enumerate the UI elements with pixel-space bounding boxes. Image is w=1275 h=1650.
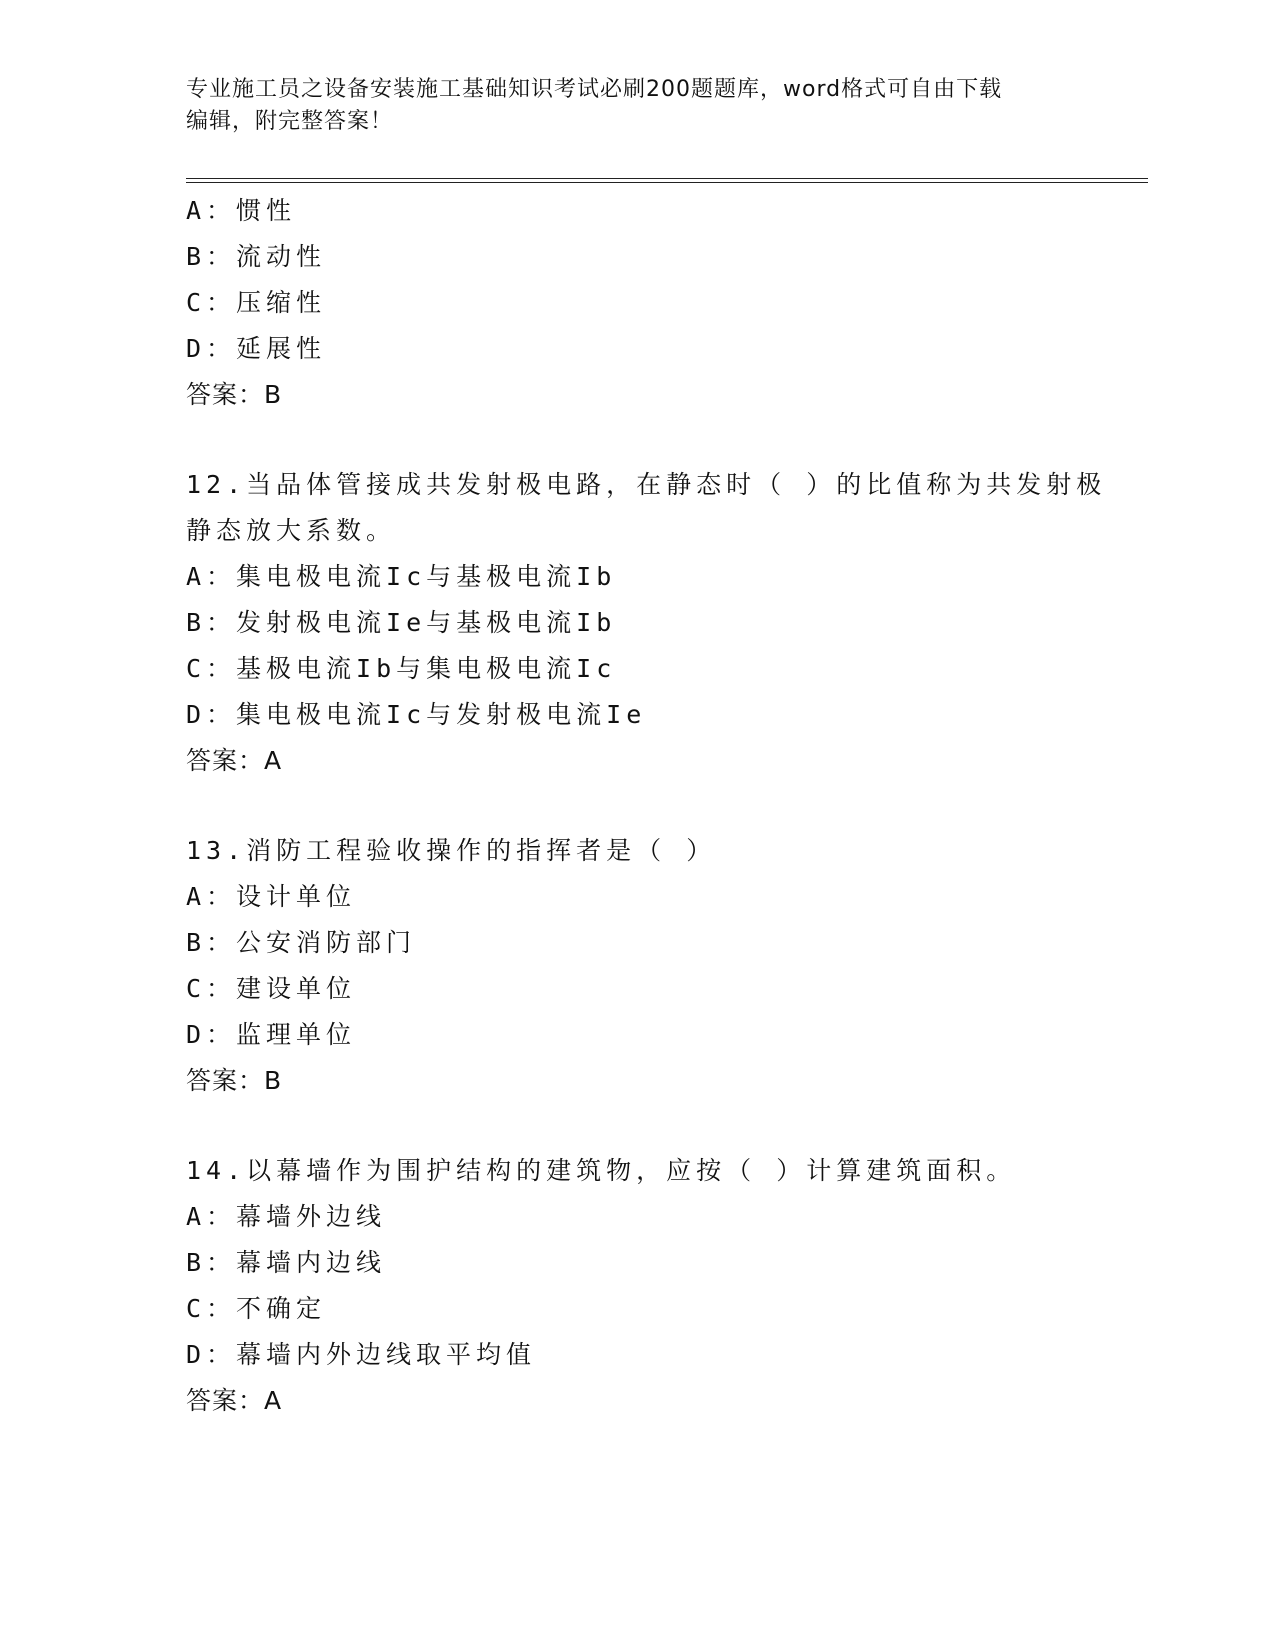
answer: 答案：B — [186, 1066, 283, 1095]
option-a: A：惯性 — [186, 196, 297, 225]
option-d: D：监理单位 — [186, 1020, 357, 1049]
header-divider — [186, 178, 1148, 183]
option-b: B：流动性 — [186, 242, 327, 271]
option-d: D：集电极电流Ic与发射极电流Ie — [186, 700, 647, 729]
spacer — [186, 1104, 1086, 1148]
answer: 答案：A — [186, 1386, 283, 1415]
option-c: C：压缩性 — [186, 288, 327, 317]
option-b: B：幕墙内边线 — [186, 1248, 387, 1277]
answer: 答案：A — [186, 746, 283, 775]
option-b: B：发射极电流Ie与基极电流Ib — [186, 608, 617, 637]
question-list — [186, 188, 1107, 1424]
option-a: A：设计单位 — [186, 882, 357, 911]
question-text-line1: 12.当品体管接成共发射极电路，在静态时（ ）的比值称为共发射极 — [186, 470, 1107, 499]
question-text-line2: 静态放大系数。 — [186, 516, 397, 545]
spacer — [186, 418, 1086, 462]
option-a: A：幕墙外边线 — [186, 1202, 387, 1231]
question-13 — [186, 828, 1086, 1104]
question-text: 13.消防工程验收操作的指挥者是（ ） — [186, 836, 717, 865]
header-title-line2: 编辑，附完整答案！ — [186, 109, 394, 134]
option-c: C：基极电流Ib与集电极电流Ic — [186, 654, 617, 683]
option-c: C：不确定 — [186, 1294, 327, 1323]
header-title-line1: 专业施工员之设备安装施工基础知识考试必刷200题题库，word格式可自由下载 — [186, 77, 1003, 102]
option-d: D：延展性 — [186, 334, 327, 363]
option-c: C：建设单位 — [186, 974, 357, 1003]
spacer — [186, 784, 1086, 828]
question-12 — [186, 462, 1107, 784]
option-d: D：幕墙内外边线取平均值 — [186, 1340, 537, 1369]
answer: 答案：B — [186, 380, 283, 409]
document-header — [186, 74, 1066, 138]
question-11 — [186, 188, 1086, 418]
question-14 — [186, 1148, 1086, 1424]
option-b: B：公安消防部门 — [186, 928, 417, 957]
question-text: 14.以幕墙作为围护结构的建筑物，应按（ ）计算建筑面积。 — [186, 1156, 1017, 1185]
option-a: A：集电极电流Ic与基极电流Ib — [186, 562, 617, 591]
